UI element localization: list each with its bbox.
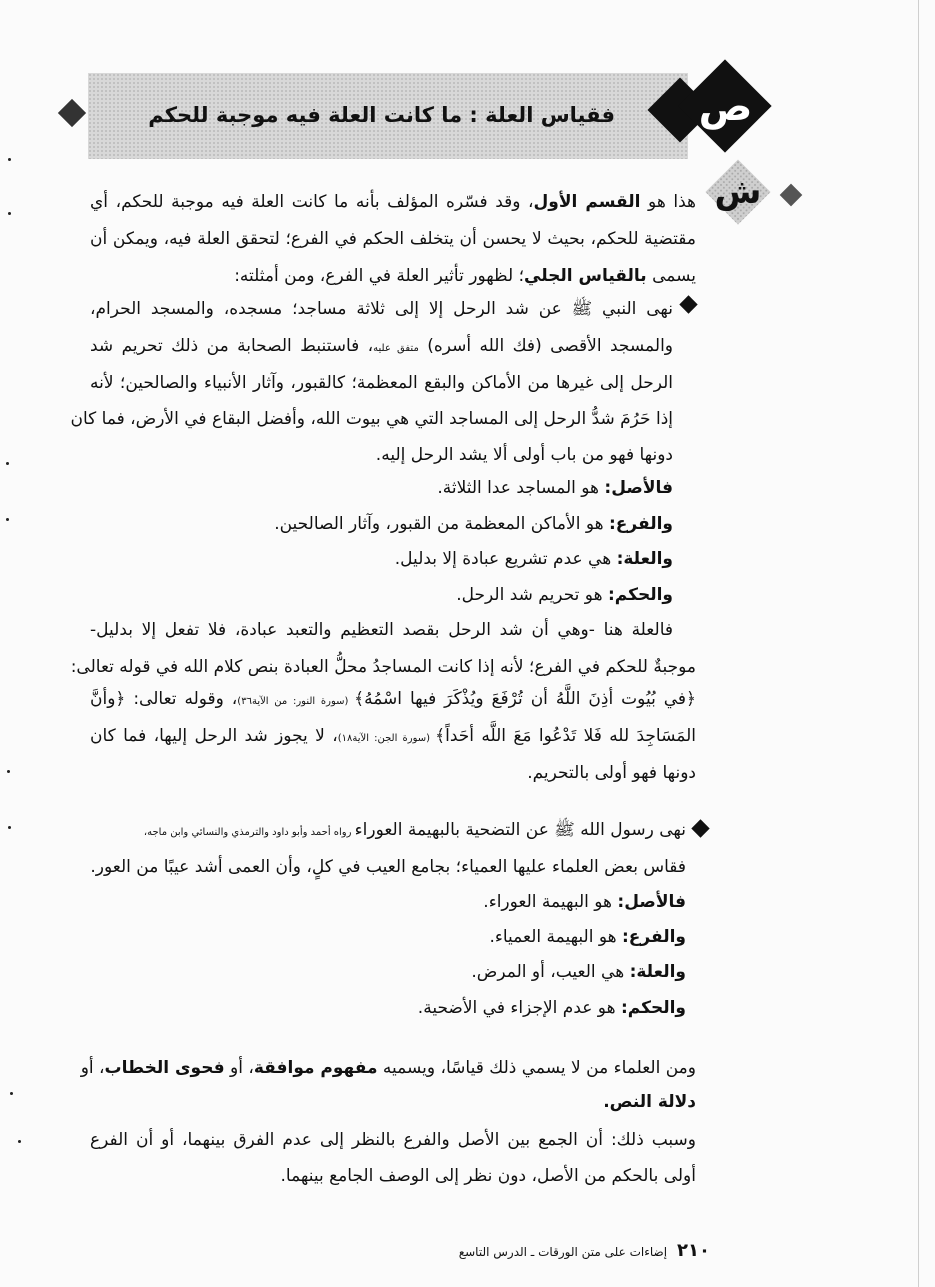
closing-line-2: دلالة النص. (603, 1092, 696, 1112)
section-heading: فقياس العلة : ما كانت العلة فيه موجبة للحكم (148, 103, 615, 127)
example1-line-4: إذا حَرُمَ شدُّ الرحل إلى المساجد التي هي بيوت الله، وأفضل البقاع في الأرض، فما كان (70, 409, 673, 429)
shin-badge-letter: ش (714, 172, 762, 212)
example2-illa: والعلة: هي العيب، أو المرض. (471, 962, 686, 982)
page-number: ٢١٠ (677, 1240, 710, 1261)
example1-hukm: والحكم: هو تحريم شد الرحل. (456, 585, 673, 605)
example1-para-4: المَسَاجِدَ لله فَلا تَدْعُوا مَعَ اللَّه أحَداً﴾ (سورة الجن: الآية١٨)، لا يجوز شد الرحل إليها، فما كان (90, 726, 696, 746)
example1-illa: والعلة: هي عدم تشريع عبادة إلا بدليل. (394, 549, 673, 569)
page-gutter-line (918, 0, 919, 1287)
scan-speck (10, 1092, 13, 1095)
scan-speck (18, 1140, 21, 1143)
scan-speck (8, 158, 11, 161)
example1-line-2: والمسجد الأقصى (فك الله أسره) متفق عليه، فاستنبط الصحابة من ذلك تحريم شد (90, 336, 673, 356)
closing-line-1: ومن العلماء من لا يسمي ذلك قياسًا، ويسميه مفهوم موافقة، أو فحوى الخطاب، أو (80, 1058, 696, 1078)
example2-line-2: فقاس بعض العلماء عليها العمياء؛ بجامع العيب في كلٍ، وأن العمى أشد عيبًا من العور. (90, 857, 686, 877)
example1-line-3: الرحل إلى غيرها من الأماكن والبقع المعظمة؛ كالقبور، وآثار الأنبياء والصالحين؛ لأنه (90, 373, 673, 393)
example1-para-2: موجبةٌ للحكم في الفرع؛ لأنه إذا كانت المساجدُ محلُّ العبادة بنص كلام الله في قوله تعالى: (70, 657, 696, 677)
sad-badge-letter: ص (698, 83, 753, 130)
example1-para-1: فالعلة هنا -وهي أن شد الرحل بقصد التعظيم والتعبد عبادة، فلا تفعل إلا بدليل- (90, 620, 673, 640)
running-footer: إضاءات على متن الورقات ـ الدرس التاسع (458, 1245, 668, 1259)
closing-line-4: أولى بالحكم من الأصل، دون نظر إلى الوصف الجامع بينهما. (280, 1166, 696, 1186)
example1-line-1: نهى النبي ﷺ عن شد الرحل إلا إلى ثلاثة مساجد؛ مسجده، والمسجد الحرام، (90, 299, 673, 319)
bullet-icon (691, 819, 709, 837)
intro-line-1: هذا هو القسم الأول، وقد فسّره المؤلف بأنه ما كانت العلة فيه موجبة للحكم، أي (90, 192, 696, 212)
scan-speck (8, 212, 11, 215)
intro-line-2: مقتضية للحكم، بحيث لا يحسن أن يتخلف الحكم في الفرع؛ لتحقق العلة فيه، ويمكن أن (90, 229, 696, 249)
scan-speck (6, 518, 9, 521)
example1-para-5: دونها فهو أولى بالتحريم. (527, 763, 696, 783)
scan-speck (8, 826, 11, 829)
example2-far: والفرع: هو البهيمة العمياء. (489, 927, 686, 947)
example1-para-3: ﴿في بُيُوت أذِنَ اللَّهُ أن تُرْفَعَ ويُذْكَرَ فيها اسْمُهُ﴾ (سورة النور: من الآية٣٦)، وقوله تعالى: ﴿وأنَّ (90, 689, 697, 709)
bullet-icon (679, 295, 697, 313)
intro-line-3: يسمى بالقياس الجلي؛ لظهور تأثير العلة في الفرع، ومن أمثلته: (234, 266, 696, 286)
example1-far: والفرع: هو الأماكن المعظمة من القبور، وآثار الصالحين. (274, 514, 673, 534)
example1-line-5: دونها فهو من باب أولى ألا يشد الرحل إليه. (375, 445, 673, 465)
closing-line-3: وسبب ذلك: أن الجمع بين الأصل والفرع بالنظر إلى عدم الفرق بينهما، أو أن الفرع (90, 1130, 696, 1150)
example2-hukm: والحكم: هو عدم الإجزاء في الأضحية. (417, 998, 686, 1018)
example2-asl: فالأصل: هو البهيمة العوراء. (483, 892, 686, 912)
scan-speck (7, 770, 10, 773)
diamond-ornament-icon (780, 184, 803, 207)
page-footer (420, 1240, 710, 1270)
example2-line-1: نهى رسول الله ﷺ عن التضحية بالبهيمة العوراء رواه أحمد وأبو داود والترمذي والنسائي وابن ماجه، (143, 820, 686, 840)
scan-speck (6, 462, 9, 465)
diamond-ornament-icon (58, 99, 86, 127)
example1-asl: فالأصل: هو المساجد عدا الثلاثة. (437, 478, 673, 498)
